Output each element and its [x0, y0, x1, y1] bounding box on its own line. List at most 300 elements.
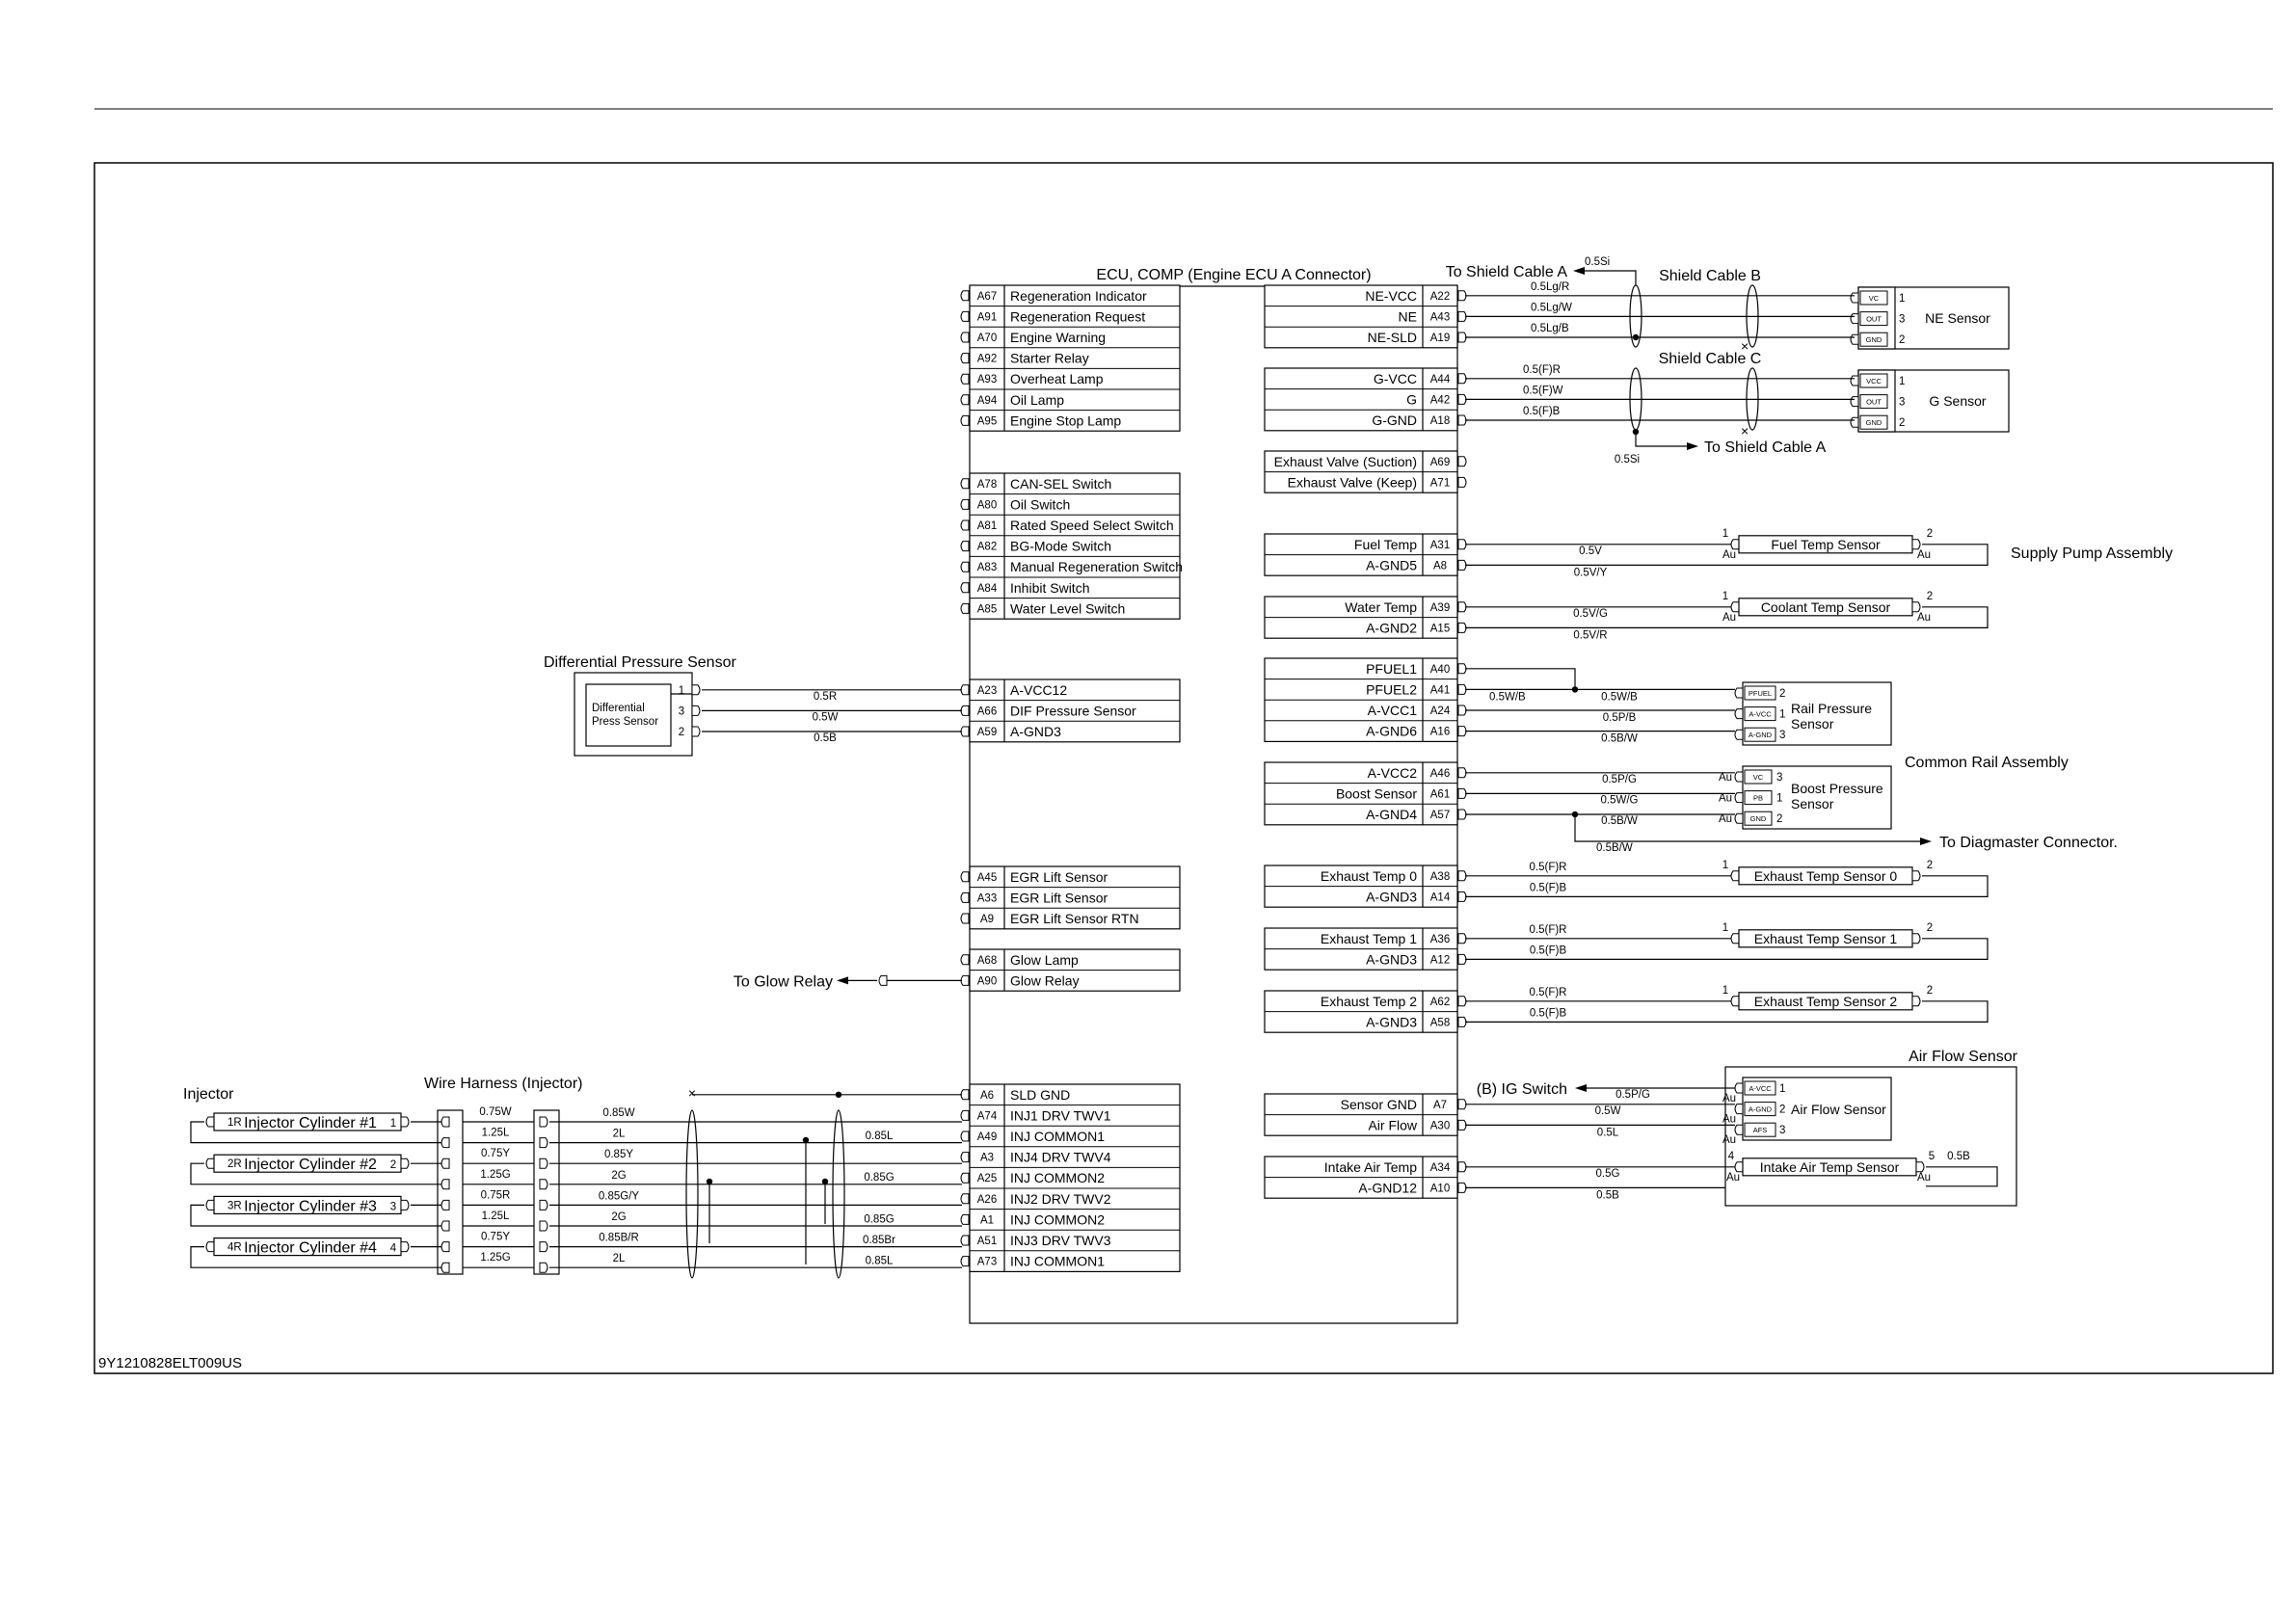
ecu-terminal: [1458, 311, 1466, 321]
ecu-pin-id: A62: [1429, 996, 1451, 1008]
ecu-pin-id: A61: [1429, 788, 1451, 801]
exhaust-temp-2-pin2: 2: [1926, 984, 1934, 997]
intake-au: Au: [1916, 1171, 1932, 1184]
air-flow-pin-tag-text: AFS: [1752, 1126, 1768, 1135]
rail-wire-label: 0.5W/B: [1601, 691, 1638, 704]
harness-terminal: [441, 1221, 449, 1231]
ecu-pin-id: A82: [976, 541, 998, 553]
diff-pressure-title: Differential Pressure Sensor: [544, 654, 736, 671]
harness-terminal: [441, 1117, 449, 1127]
g-wire-label: 0.5(F)W: [1523, 385, 1563, 397]
ecu-signal-name: Inhibit Switch: [1010, 579, 1090, 596]
ecu-pin-id: A46: [1429, 767, 1451, 780]
injector-name: Injector Cylinder #4: [244, 1239, 377, 1257]
ecu-signal-name: A-GND3: [1366, 951, 1417, 968]
ecu-pin-id: A84: [976, 582, 998, 595]
coolant-temp-au: Au: [1916, 611, 1932, 624]
ecu-pin-id: A15: [1429, 623, 1451, 635]
intake-pin4: 4: [1727, 1150, 1735, 1162]
rail-wire-label: 0.5B/W: [1601, 732, 1638, 745]
ecu-signal-name: EGR Lift Sensor: [1010, 868, 1108, 885]
fuel-temp-pin2: 2: [1926, 527, 1934, 540]
harness-terminal: [441, 1138, 449, 1148]
ecu-terminal: [961, 291, 969, 301]
left-circuits: [544, 654, 962, 990]
ne-wire-label: 0.5Lg/R: [1531, 280, 1570, 293]
ecu-pin-id: A57: [1429, 810, 1451, 821]
intake-terminal: [1916, 1162, 1924, 1172]
ecu-right-group: [1265, 368, 1457, 431]
ecu-pin-id: A51: [976, 1236, 998, 1247]
exhaust-temp-1-name: Exhaust Temp Sensor 1: [1753, 930, 1898, 946]
harness-terminal: [540, 1221, 547, 1231]
si-top-label: 0.5Si: [1585, 256, 1611, 268]
ecu-signal-name: INJ COMMON1: [1010, 1129, 1105, 1144]
harness-right-label: 0.85Br: [863, 1235, 895, 1246]
boost-terminal: [1735, 793, 1743, 803]
ecu-terminal: [1458, 394, 1466, 404]
injector-terminal: [206, 1242, 214, 1252]
ne-sensor-terminal: [1851, 314, 1858, 324]
harness-terminal: [540, 1263, 547, 1272]
ecu-terminal: [1458, 788, 1466, 798]
boost-wire-label: 0.5P/G: [1602, 773, 1637, 785]
ecu-pin-id: A7: [1432, 1099, 1448, 1111]
ecu-signal-name: EGR Lift Sensor RTN: [1010, 911, 1139, 926]
diff-wire-label: 0.5W: [812, 711, 839, 724]
fuel-temp-terminal: [1731, 540, 1739, 549]
shield-drain-bottom: [1636, 432, 1689, 446]
ecu-pin-id: A24: [1429, 705, 1451, 717]
ecu-terminal: [961, 1131, 969, 1141]
ecu-pin-id: A83: [976, 562, 998, 574]
ne-pin-tag-text: OUT: [1866, 314, 1882, 324]
boost-wire-label: 0.5B/W: [1601, 815, 1638, 827]
ecu-signal-name: INJ COMMON2: [1010, 1211, 1105, 1228]
diagmaster-label: To Diagmaster Connector.: [1939, 835, 2118, 851]
ecu-terminal: [961, 705, 969, 715]
ecu-signal-name: CAN-SEL Switch: [1010, 475, 1112, 492]
ecu-signal-name: NE-SLD: [1367, 330, 1417, 345]
ecu-terminal: [1458, 374, 1466, 384]
boost-au: Au: [1718, 792, 1733, 805]
ne-pin-number: 2: [1899, 334, 1906, 347]
ecu-signal-name: Engine Stop Lamp: [1010, 412, 1122, 429]
ecu-terminal: [961, 727, 969, 736]
injector-terminal: [401, 1200, 409, 1210]
rail-terminal: [1735, 730, 1743, 739]
ecu-terminal: [961, 603, 969, 613]
fuel-temp-terminal: [1912, 540, 1920, 549]
ecu-signal-name: A-GND4: [1366, 807, 1417, 822]
harness-right-label: 0.85G: [864, 1213, 894, 1226]
ecu-signal-name: Water Level Switch: [1010, 600, 1126, 617]
glow-relay-terminal: [879, 975, 887, 985]
ecu-terminal: [1458, 415, 1466, 425]
rail-terminal: [1735, 688, 1743, 698]
air-flow-terminal: [1735, 1125, 1743, 1134]
ecu-pin-id: A12: [1429, 954, 1451, 967]
intake-wire-label: 0.5G: [1595, 1167, 1620, 1180]
shield-end-mark: ×: [687, 1084, 697, 1101]
ecu-terminal: [961, 685, 969, 695]
ecu-signal-name: Oil Switch: [1010, 496, 1071, 513]
ecu-pin-id: A25: [976, 1173, 998, 1185]
diff-pin-number: 2: [678, 727, 685, 738]
g-sensor-name: G Sensor: [1929, 393, 1987, 409]
harness-terminal: [540, 1180, 547, 1189]
air-flow-wire-label: 0.5P/G: [1615, 1089, 1650, 1101]
ecu-pin-id: A45: [976, 871, 998, 884]
fuel-temp-au: Au: [1722, 548, 1737, 561]
ecu-signal-name: Glow Lamp: [1010, 951, 1079, 968]
g-wire-label: 0.5(F)R: [1523, 363, 1561, 376]
ecu-pin-id: A26: [976, 1193, 998, 1206]
ecu-signal-name: Boost Sensor: [1335, 785, 1417, 802]
pfuel1-wire: [1465, 669, 1575, 690]
ecu-signal-name: A-VCC1: [1367, 703, 1417, 718]
air-flow-pin-tag-text: A-VCC: [1749, 1084, 1772, 1093]
injector-shield-left: [686, 1110, 698, 1278]
exhaust-temp-1-pin2: 2: [1926, 921, 1934, 934]
harness-left-label: 1.25G: [480, 1168, 511, 1181]
ecu-signal-name: Exhaust Temp 1: [1320, 930, 1417, 946]
ecu-signal-name: Exhaust Temp 0: [1320, 867, 1417, 884]
exhaust-temp-0-wire-label: 0.5(F)R: [1529, 861, 1567, 873]
shield-drain-top: [1577, 271, 1636, 285]
g-pin-number: 3: [1899, 396, 1906, 409]
ne-wire-label: 0.5Lg/W: [1531, 302, 1572, 314]
ecu-pin-id: A10: [1429, 1183, 1451, 1195]
ecu-pin-id: A18: [1429, 415, 1451, 427]
boost-terminal: [1735, 813, 1743, 823]
coolant-temp-terminal: [1912, 602, 1920, 612]
ecu-pin-id: A85: [976, 603, 998, 616]
ecu-signal-name: Engine Warning: [1010, 330, 1107, 345]
ecu-signal-name: PFUEL1: [1366, 660, 1417, 677]
boost-pin-tag-text: PB: [1752, 793, 1764, 803]
ecu-signal-name: NE: [1398, 308, 1417, 325]
harness-left-label: 1.25L: [481, 1211, 510, 1222]
ecu-pin-id: A81: [976, 520, 998, 532]
harness-terminal: [540, 1117, 547, 1127]
ecu-signal-name: Starter Relay: [1010, 350, 1089, 366]
ecu-terminal: [1458, 768, 1466, 778]
rail-pin-tag-text: A-GND: [1748, 731, 1773, 740]
harness-terminal: [540, 1242, 547, 1252]
ecu-terminal: [961, 1236, 969, 1245]
ecu-signal-name: A-GND3: [1366, 889, 1417, 905]
ecu-terminal: [961, 520, 969, 530]
ecu-pin-id: A42: [1429, 394, 1451, 407]
ecu-signal-name: Overheat Lamp: [1010, 371, 1104, 387]
exhaust-temp-0-wire-label: 0.5(F)B: [1529, 882, 1567, 894]
ecu-pin-id: A43: [1429, 311, 1451, 324]
ig-switch-label: (B) IG Switch: [1476, 1081, 1567, 1098]
ecu-signal-name: A-GND3: [1366, 1014, 1417, 1030]
exhaust-temp-1-terminal: [1912, 934, 1920, 944]
injector-terminal: [206, 1117, 214, 1127]
ecu-terminal: [1458, 540, 1466, 549]
harness-mid-label: 0.85Y: [603, 1149, 634, 1161]
ecu-terminal: [961, 374, 969, 384]
ecu-right-group: [1265, 285, 1457, 348]
ecu-signal-name: A-VCC2: [1367, 764, 1417, 781]
injector-terminal: [401, 1158, 409, 1168]
ecu-pin-id: A36: [1429, 933, 1451, 945]
ecu-pin-id: A74: [976, 1110, 998, 1123]
coolant-temp-pin1: 1: [1722, 590, 1729, 602]
ecu-pin-id: A30: [1429, 1120, 1451, 1132]
intake-terminal: [1735, 1162, 1743, 1172]
ecu-pin-id: A6: [979, 1089, 995, 1102]
ecu-terminal: [1458, 664, 1466, 674]
fuel-temp-pin1: 1: [1722, 527, 1729, 540]
diff-pressure-name: Press Sensor: [592, 716, 659, 728]
ecu-terminal: [1458, 954, 1466, 964]
rail-pin-tag-text: PFUEL: [1748, 689, 1773, 698]
exhaust-temp-2-pin1: 1: [1722, 984, 1729, 997]
diff-pin-number: 1: [678, 684, 685, 697]
to-shield-a-arrow2: [1687, 442, 1698, 450]
rail-pressure-name: Rail Pressure: [1791, 701, 1873, 716]
injector-terminal: [401, 1242, 409, 1252]
diff-wire-label: 0.5B: [814, 732, 837, 744]
ecu-terminal: [1458, 477, 1466, 487]
ecu-signal-name: G: [1406, 391, 1417, 408]
to-shield-a-bottom: To Shield Cable A: [1704, 439, 1827, 456]
boost-pin-number: 2: [1776, 813, 1783, 826]
exhaust-temp-2-terminal: [1912, 997, 1920, 1006]
intake-wire-label: 0.5B: [1596, 1189, 1619, 1202]
diff-pressure-inner: [586, 684, 671, 746]
ne-sensor-terminal: [1851, 293, 1858, 303]
ecu-pin-id: A95: [976, 415, 998, 428]
ecu-signal-name: A-VCC12: [1010, 681, 1068, 698]
air-flow-wire-label: 0.5W: [1594, 1104, 1621, 1117]
shield-end-mark: ×: [1741, 338, 1749, 354]
ecu-terminal: [961, 479, 969, 489]
diff-terminal: [692, 685, 700, 695]
ecu-pin-id: A93: [976, 374, 998, 386]
coolant-temp-pin2: 2: [1926, 590, 1934, 602]
harness-terminal: [441, 1158, 449, 1168]
ig-switch-arrow: [1575, 1084, 1587, 1092]
ecu-terminal: [961, 1110, 969, 1120]
ecu-pin-id: A22: [1429, 290, 1451, 303]
ecu-signal-name: NE-VCC: [1365, 287, 1417, 304]
ecu-signal-name: BG-Mode Switch: [1010, 538, 1112, 554]
harness-mid-label: 2L: [612, 1253, 626, 1265]
intake-name: Intake Air Temp Sensor: [1759, 1158, 1900, 1175]
ne-pin-number: 1: [1899, 293, 1906, 305]
diff-pressure-name: Differential: [592, 703, 645, 714]
air-flow-terminal: [1735, 1104, 1743, 1114]
ne-pin-tag-text: VC: [1868, 294, 1880, 303]
air-flow-pin-number: 1: [1779, 1083, 1786, 1095]
harness-left-label: 1.25L: [481, 1127, 510, 1139]
rail-wire-label: 0.5P/B: [1602, 712, 1637, 724]
glow-relay-arrow: [837, 976, 848, 984]
injector-name: Injector Cylinder #1: [244, 1115, 377, 1131]
exhaust-temp-1-wire-label: 0.5(F)R: [1529, 923, 1567, 936]
exhaust-temp-0-terminal: [1912, 871, 1920, 881]
ecu-pin-id: A44: [1429, 373, 1451, 386]
ecu-pin-id: A40: [1429, 663, 1451, 676]
boost-pin-tag-text: GND: [1749, 814, 1767, 824]
ecu-terminal: [1458, 291, 1466, 301]
ecu-pin-id: A91: [976, 311, 998, 324]
ecu-signal-name: Manual Regeneration Switch: [1010, 559, 1183, 575]
ecu-signal-name: Regeneration Request: [1010, 308, 1146, 325]
harness-terminal: [540, 1158, 547, 1168]
harness-terminal: [441, 1200, 449, 1210]
exhaust-temp-0-name: Exhaust Temp Sensor 0: [1753, 867, 1898, 884]
ecu-terminal: [961, 892, 969, 902]
ne-sensor-terminal: [1851, 334, 1858, 344]
ecu-pin-id: A3: [979, 1152, 995, 1164]
ecu-terminal: [961, 872, 969, 882]
fuel-temp-wire-label: 0.5V/Y: [1573, 567, 1608, 579]
ecu-terminal: [961, 354, 969, 363]
ecu-terminal: [1458, 1183, 1466, 1192]
ecu-terminal: [961, 415, 969, 425]
air-flow-pin-number: 2: [1779, 1104, 1786, 1116]
ecu-signal-name: A-GND12: [1358, 1180, 1417, 1196]
exhaust-temp-0-pin2: 2: [1926, 859, 1934, 871]
exhaust-temp-0-pin1: 1: [1722, 859, 1729, 871]
harness-terminal: [540, 1138, 547, 1148]
harness-mid-label: 2L: [612, 1128, 626, 1140]
ecu-terminal: [1458, 727, 1466, 736]
ne-pin-tag-text: GND: [1865, 335, 1882, 345]
boost-pin-tag-text: VC: [1752, 773, 1764, 782]
ecu-terminal: [1458, 457, 1466, 466]
injector-tag: 4R: [227, 1241, 242, 1254]
ecu-terminal: [961, 1257, 969, 1266]
ecu-terminal: [961, 562, 969, 572]
harness-mid-label: 0.85G/Y: [598, 1190, 640, 1203]
ecu-pin-id: A19: [1429, 333, 1451, 344]
harness-terminal: [441, 1180, 449, 1189]
g-pin-tag-text: GND: [1865, 418, 1882, 428]
ecu-terminal: [961, 975, 969, 985]
ne-sensor-name: NE Sensor: [1925, 310, 1990, 326]
harness-right-label: 0.85L: [865, 1255, 894, 1267]
ecu-pin-id: A67: [976, 290, 998, 303]
ecu-pin-id: A34: [1429, 1161, 1451, 1174]
ecu-terminal: [1458, 684, 1466, 694]
sld-gnd-dot: [836, 1092, 841, 1098]
shield-b-label: Shield Cable B: [1659, 268, 1761, 284]
ecu-signal-name: A-GND2: [1366, 620, 1417, 636]
injector-terminal: [206, 1158, 214, 1168]
ecu-pin-id: A90: [976, 975, 998, 988]
boost-au: Au: [1718, 813, 1733, 826]
ecu-signal-name: INJ1 DRV TWV1: [1010, 1107, 1111, 1124]
ecu-terminal: [961, 955, 969, 965]
air-flow-pin-number: 3: [1779, 1125, 1786, 1137]
boost-au: Au: [1718, 772, 1733, 784]
coolant-temp-wire-label: 0.5V/R: [1573, 629, 1608, 642]
ecu-pin-id: A49: [976, 1131, 998, 1143]
boost-name: Sensor: [1791, 796, 1834, 812]
ecu-signal-name: Sensor GND: [1340, 1096, 1417, 1112]
ecu-signal-name: Air Flow: [1368, 1117, 1417, 1133]
rail-terminal: [1735, 709, 1743, 719]
injector-num: 2: [389, 1159, 397, 1172]
ecu-terminal: [961, 1153, 969, 1162]
injector-num: 1: [389, 1118, 397, 1130]
harness-left-label: 0.75R: [480, 1189, 511, 1202]
ecu-signal-name: SLD GND: [1010, 1086, 1071, 1103]
ecu-signal-name: Water Temp: [1345, 599, 1417, 615]
intake-pin5: 5: [1928, 1150, 1936, 1162]
ecu-pin-id: A8: [1432, 560, 1448, 572]
harness-right-label: 0.85G: [864, 1172, 894, 1184]
boost-pin-number: 3: [1776, 772, 1783, 784]
g-pin-number: 2: [1899, 417, 1906, 430]
ecu-pin-id: A78: [976, 478, 998, 491]
g-pin-tag-text: OUT: [1866, 397, 1882, 407]
air-flow-terminal: [1735, 1083, 1743, 1093]
ecu-terminal: [961, 1214, 969, 1224]
harness-mid-label: 0.85B/R: [599, 1232, 639, 1244]
boost-wire-label: 0.5B/W: [1596, 842, 1633, 854]
g-sensor-terminal: [1851, 376, 1858, 386]
exhaust-temp-1-wire-label: 0.5(F)B: [1529, 945, 1567, 957]
shield-c-label: Shield Cable C: [1658, 351, 1762, 367]
ecu-pin-id: A31: [1429, 539, 1451, 551]
ecu-pin-id: A58: [1429, 1017, 1451, 1029]
injector-title: Injector: [183, 1086, 234, 1103]
intake-wire-right: 0.5B: [1947, 1150, 1970, 1162]
coolant-temp-au: Au: [1722, 611, 1737, 624]
ecu-terminal: [1458, 623, 1466, 632]
ecu-terminal: [1458, 810, 1466, 819]
ecu-pin-id: A69: [1429, 456, 1451, 468]
diff-wire-label: 0.5R: [813, 690, 838, 703]
g-wire-label: 0.5(F)B: [1523, 406, 1561, 417]
ecu-terminal: [1458, 1100, 1466, 1109]
ecu-signal-name: Exhaust Valve (Suction): [1273, 453, 1417, 469]
rail-pin-number: 2: [1779, 688, 1786, 700]
ecu-terminal: [1458, 560, 1466, 570]
ecu-signal-name: A-GND3: [1010, 724, 1061, 739]
harness-terminal: [441, 1242, 449, 1252]
shield-drain-dot: [1633, 334, 1639, 340]
air-flow-title: Air Flow Sensor: [1909, 1049, 2017, 1065]
injector-tag: 3R: [227, 1200, 242, 1212]
ecu-terminal: [961, 583, 969, 593]
coolant-temp-terminal: [1731, 602, 1739, 612]
injector-terminal: [401, 1117, 409, 1127]
ecu-terminal: [1458, 1017, 1466, 1026]
ecu-signal-name: G-GND: [1372, 412, 1417, 428]
ecu-signal-name: Exhaust Temp 2: [1320, 993, 1417, 1009]
ecu-pin-id: A14: [1429, 891, 1451, 904]
diff-terminal: [692, 727, 700, 736]
intake-au: Au: [1725, 1171, 1741, 1184]
ecu-pin-id: A1: [979, 1214, 995, 1227]
ecu-signal-name: A-GND6: [1366, 723, 1417, 739]
diff-pin-number: 3: [678, 705, 685, 718]
ecu-terminal: [1458, 1120, 1466, 1130]
ecu-pin-id: A80: [976, 499, 998, 512]
harness-mid-label: 2G: [611, 1211, 627, 1223]
ecu-terminal: [961, 542, 969, 551]
injector-tag: 2R: [227, 1158, 242, 1171]
